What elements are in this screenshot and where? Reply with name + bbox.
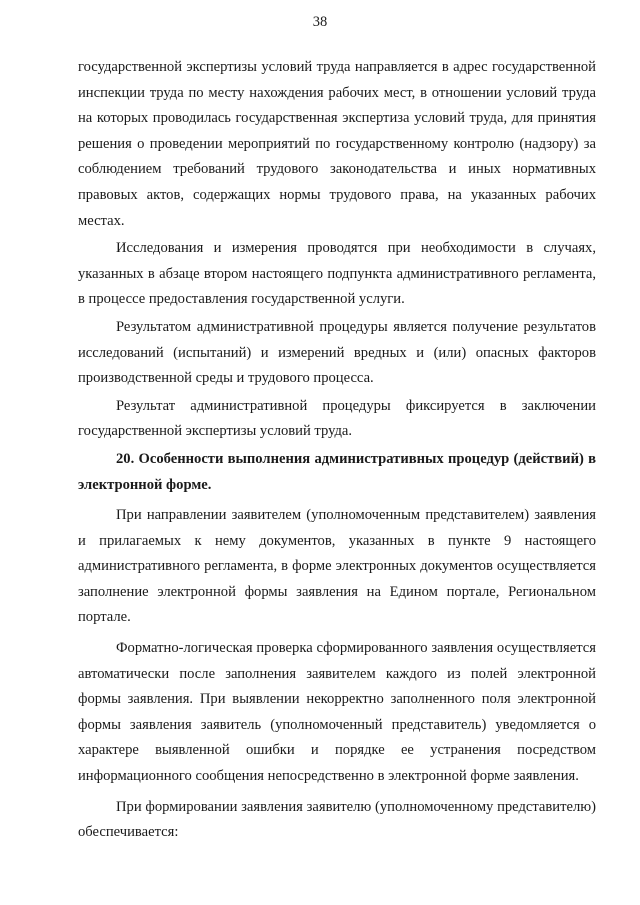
paragraph-measurements: Исследования и измерения проводятся при необходимости в случаях, указанных в абзаце втором настоящего подпункта административного регламента, в процессе предоставления государственной услуги. bbox=[78, 240, 596, 308]
paragraph-electronic-submission: При направлении заявителем (уполномоченным представителем) заявления и прилагаемых к нему документов, указанных в пункте 9 настоящего административного регламента, в форме электронных документов осуществляется заполнение электронной формы заявления на Едином портале, Региональном портале. bbox=[78, 507, 596, 626]
paragraph-procedure-result: Результатом административной процедуры является получение результатов исследований (испытаний) и измерений вредных и (или) опасных факторов производственной среды и трудового процесса. bbox=[78, 318, 596, 387]
page-body bbox=[78, 55, 596, 846]
page-number: 38 bbox=[312, 14, 328, 30]
section-heading-electronic-procedures: 20. Особенности выполнения административных процедур (действий) в электронной форме. bbox=[78, 450, 596, 493]
paragraph-result-recording: Результат административной процедуры фиксируется в заключении государственной экспертизы условий труда. bbox=[78, 397, 596, 440]
paragraph-form-provisions: При формировании заявления заявителю (уполномоченному представителю) обеспечивается: bbox=[78, 798, 596, 841]
paragraph-format-check: Форматно-логическая проверка сформированного заявления осуществляется автоматически после заполнения заявителем каждого из полей электронной формы заявления. При выявлении некорректно заполненного поля электронной формы заявления заявитель (уполномоченный представитель) уведомляется о характере выявленной ошибки и порядке ее устранения посредством информационного сообщения непосредственно в электронной форме заявления. bbox=[78, 640, 596, 785]
paragraph-continuation: государственной экспертизы условий труда направляется в адрес государственной инспекции труда по месту нахождения рабочих мест, в отношении условий труда на которых проводилась государственная экспертиза условий труда, для принятия решения о проведении мероприятий по государственному контролю (надзору) за соблюдением требований трудового законодательства и иных нормативных правовых актов, содержащих нормы трудового права, на указанных рабочих местах. bbox=[78, 59, 596, 229]
